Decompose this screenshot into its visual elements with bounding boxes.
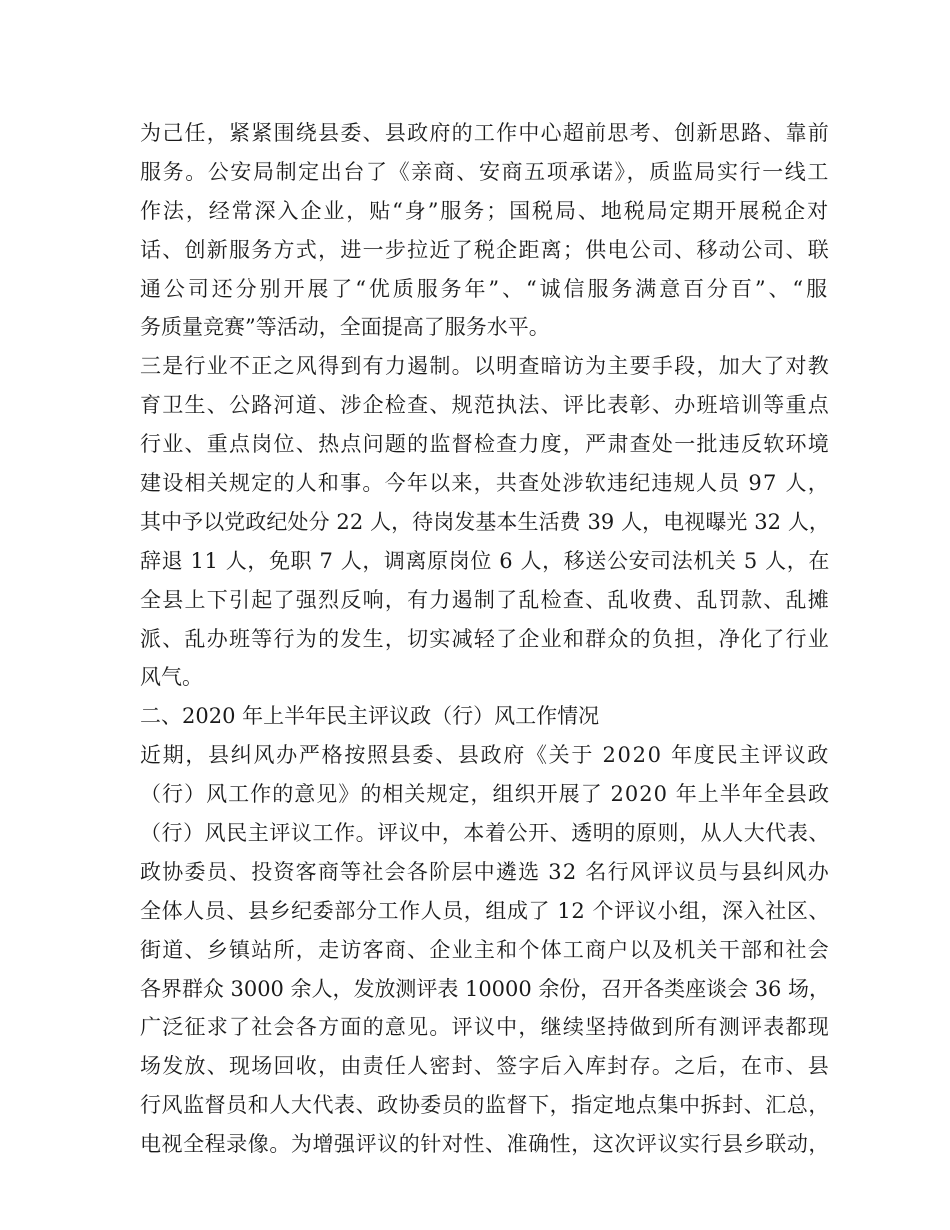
text-line: 建设相关规定的人和事。今年以来，共查处涉软违纪违规人员 97 人， <box>140 471 830 496</box>
text-line: 三是行业不正之风得到有力遏制。以明查暗访为主要手段，加大了对教 <box>140 354 830 379</box>
text-line: 电视全程录像。为增强评议的针对性、准确性，这次评议实行县乡联动， <box>140 1132 830 1157</box>
text-line: 二、2020 年上半年民主评议政（行）风工作情况 <box>140 704 600 729</box>
text-line: （行）风民主评议工作。评议中，本着公开、透明的原则，从人大代表、 <box>140 821 830 846</box>
text-line: 为己任，紧紧围绕县委、县政府的工作中心超前思考、创新思路、靠前 <box>140 121 830 145</box>
text-line: 育卫生、公路河道、涉企检查、规范执法、评比表彰、办班培训等重点 <box>140 393 830 418</box>
text-line: 服务。公安局制定出台了《亲商、安商五项承诺》，质监局实行一线工 <box>140 159 830 184</box>
text-line: 各界群众 3000 余人，发放测评表 10000 余份，召开各类座谈会 36 场， <box>140 976 830 1001</box>
text-line: 风气。 <box>140 665 203 690</box>
text-line: 近期，县纠风办严格按照县委、县政府《关于 2020 年度民主评议政 <box>140 743 830 768</box>
text-line: 作法，经常深入企业，贴“身”服务；国税局、地税局定期开展税企对 <box>140 198 830 223</box>
text-line: 全县上下引起了强烈反响，有力遏制了乱检查、乱收费、乱罚款、乱摊 <box>140 587 830 612</box>
text-line: 通公司还分别开展了“优质服务年”、“诚信服务满意百分百”、“服 <box>140 276 830 301</box>
text-line: 其中予以党政纪处分 22 人，待岗发基本生活费 39 人，电视曝光 32 人， <box>140 509 830 534</box>
text-line: 行风监督员和人大代表、政协委员的监督下，指定地点集中拆封、汇总， <box>140 1093 830 1118</box>
text-line: 全体人员、县乡纪委部分工作人员，组成了 12 个评议小组，深入社区、 <box>140 898 830 923</box>
text-line: 务质量竞赛”等活动，全面提高了服务水平。 <box>140 315 550 340</box>
text-line: 广泛征求了社会各方面的意见。评议中，继续坚持做到所有测评表都现 <box>140 1015 830 1040</box>
text-line: 辞退 11 人，免职 7 人，调离原岗位 6 人，移送公安司法机关 5 人，在 <box>140 548 830 573</box>
text-line: 场发放、现场回收，由责任人密封、签字后入库封存。之后，在市、县 <box>140 1054 830 1079</box>
text-line: 话、创新服务方式，进一步拉近了税企距离；供电公司、移动公司、联 <box>140 237 830 262</box>
text-line: 街道、乡镇站所，走访客商、企业主和个体工商户以及机关干部和社会 <box>140 937 830 962</box>
text-line: 行业、重点岗位、热点问题的监督检查力度，严肃查处一批违反软环境 <box>140 432 830 457</box>
text-line: 派、乱办班等行为的发生，切实减轻了企业和群众的负担，净化了行业 <box>140 626 830 651</box>
text-line: （行）风工作的意见》的相关规定，组织开展了 2020 年上半年全县政 <box>140 782 830 807</box>
body-text <box>140 114 830 1164</box>
text-line: 政协委员、投资客商等社会各阶层中遴选 32 名行风评议员与县纠风办 <box>140 859 830 884</box>
